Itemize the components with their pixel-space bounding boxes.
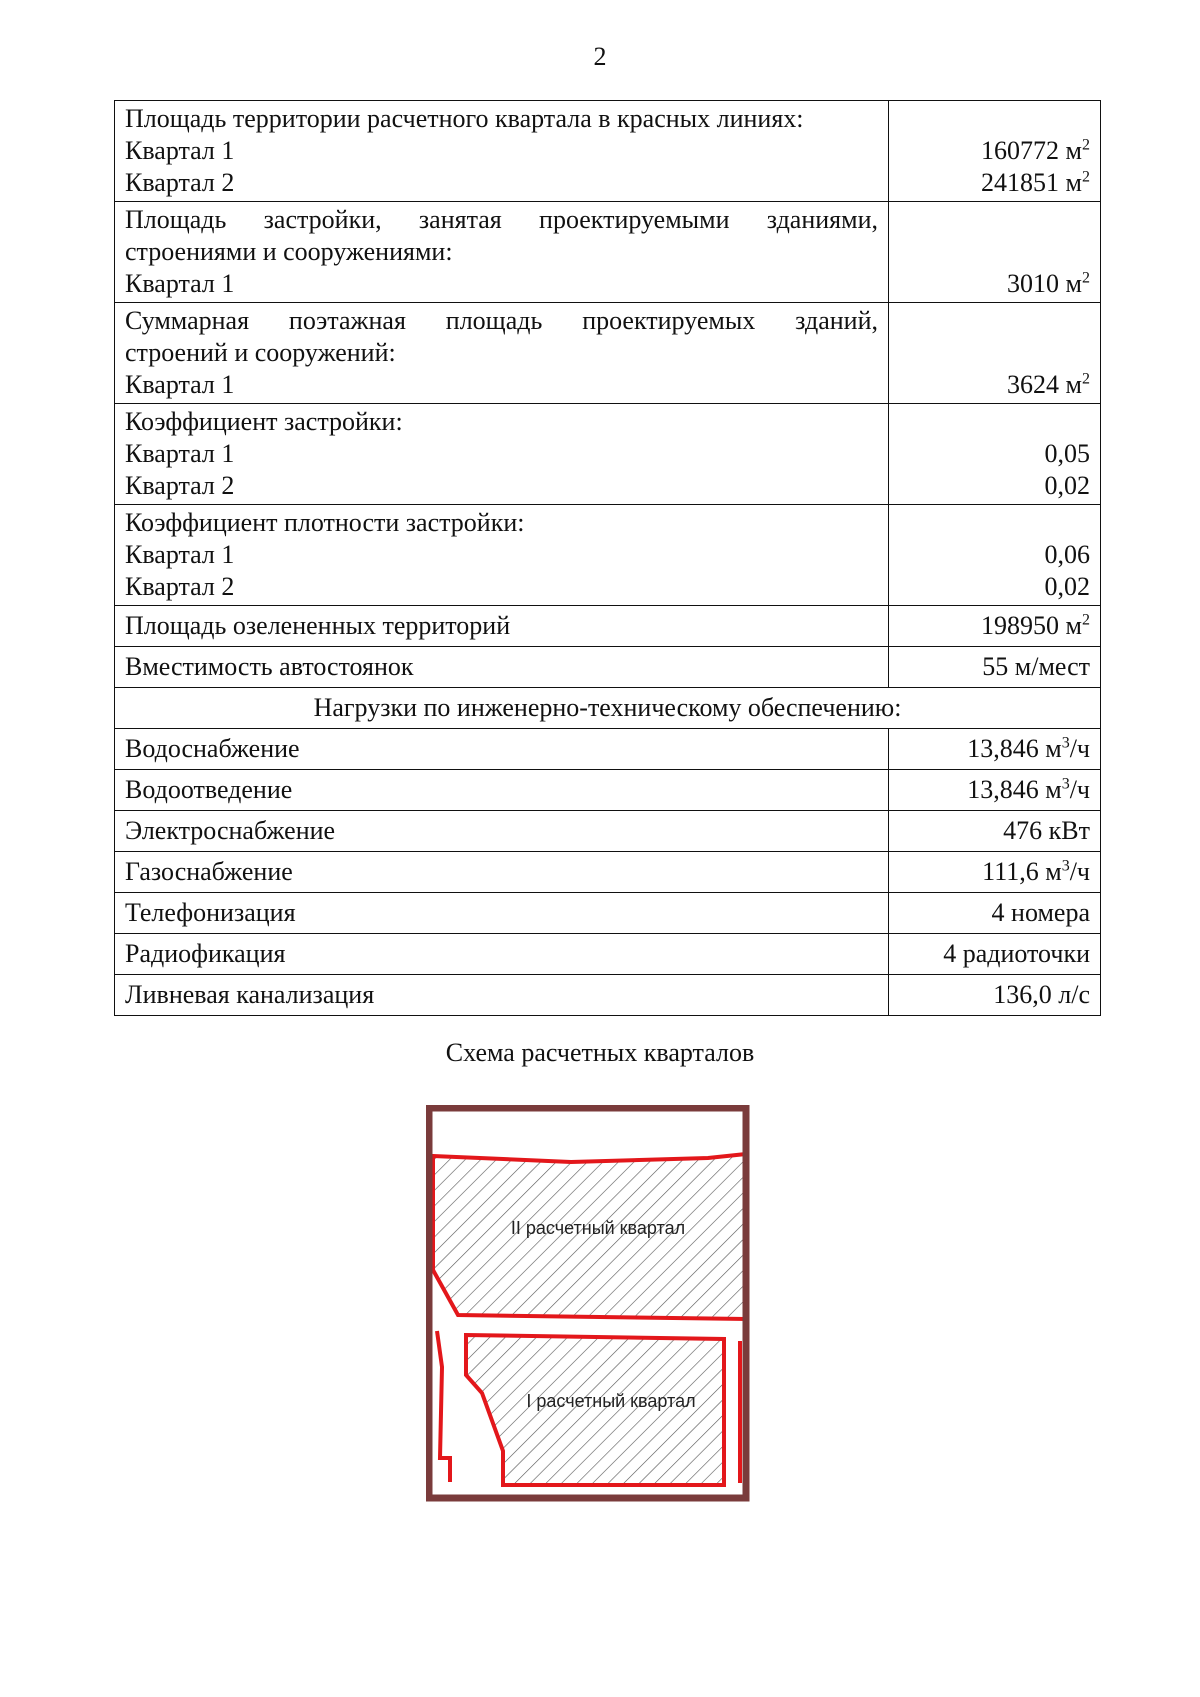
load-value-number: 13,846 м (967, 775, 1062, 804)
load-value (889, 811, 1101, 852)
scheme-title: Схема расчетных кварталов (445, 1038, 755, 1067)
row-label: Квартал 2 (125, 572, 235, 601)
section-title: Площадь застройки, занятая проектируемыми зданиями, (125, 205, 878, 234)
table-row (115, 505, 1101, 606)
loads-header: Нагрузки по инженерно-техническому обеспечению: (115, 688, 1101, 729)
row-label: Квартал 2 (125, 471, 235, 500)
table-row (115, 729, 1101, 770)
load-value-suffix: /ч (1069, 857, 1090, 886)
row-label: Квартал 1 (125, 540, 235, 569)
left-red-line (437, 1331, 450, 1482)
load-value (889, 852, 1101, 893)
load-value (889, 975, 1101, 1016)
table-row (115, 934, 1101, 975)
section-values (889, 101, 1101, 202)
row-label: Квартал 1 (125, 439, 235, 468)
section-values (889, 303, 1101, 404)
row-label: Квартал 1 (125, 136, 235, 165)
row-label: Квартал 1 (125, 370, 235, 399)
table-row (115, 852, 1101, 893)
row-value: 0,05 (1044, 439, 1090, 468)
table-row (115, 811, 1101, 852)
row-value: 3010 $м^2$ (1007, 269, 1090, 298)
table-row (115, 975, 1101, 1016)
quarters-scheme (426, 1105, 786, 1515)
load-value-sup: 3 (1061, 775, 1070, 793)
row-value: 241851 $м^2$ (981, 168, 1090, 197)
load-value-number: 476 кВт (1003, 816, 1090, 845)
row-value: 0,06 (1044, 540, 1090, 569)
section-building-coefficient (115, 404, 889, 505)
load-label: Электроснабжение (115, 811, 889, 852)
load-value-number: 13,846 м (967, 734, 1062, 763)
table-row (115, 101, 1101, 202)
row-value: 0,02 (1044, 572, 1090, 601)
section-title: Коэффициент застройки: (125, 407, 403, 436)
load-label: Телефонизация (115, 893, 889, 934)
section-values (889, 202, 1101, 303)
load-value-sup: 3 (1061, 857, 1070, 875)
load-value-suffix: /ч (1069, 775, 1090, 804)
quarter-1-label: I расчетный квартал (526, 1391, 696, 1411)
parking-label: Вместимость автостоянок (115, 647, 889, 688)
table-row (115, 647, 1101, 688)
section-territory-area (115, 101, 889, 202)
section-title-cont: строениями и сооружениями: (125, 237, 453, 266)
section-values (889, 404, 1101, 505)
load-value-suffix: /ч (1069, 734, 1090, 763)
load-label: Ливневая канализация (115, 975, 889, 1016)
table-row (115, 202, 1101, 303)
green-area-label: Площадь озелененных территорий (115, 606, 889, 647)
load-value-sup: 3 (1061, 734, 1070, 752)
table-row (115, 688, 1101, 729)
load-value-number: 136,0 л/с (993, 980, 1090, 1009)
load-value (889, 893, 1101, 934)
green-area-value: 198950 $м^2$ (889, 606, 1101, 647)
parameters-table (114, 100, 1101, 1016)
section-building-area (115, 202, 889, 303)
quarter-2-label: II расчетный квартал (510, 1218, 686, 1238)
table-row (115, 404, 1101, 505)
load-value (889, 770, 1101, 811)
load-value-number: 111,6 м (982, 857, 1062, 886)
page-number: 2 (593, 42, 607, 71)
table-row (115, 303, 1101, 404)
section-title: Суммарная поэтажная площадь проектируемых зданий, (125, 306, 878, 335)
load-label: Водоотведение (115, 770, 889, 811)
load-value (889, 729, 1101, 770)
table-row (115, 770, 1101, 811)
table-row (115, 606, 1101, 647)
load-value-number: 4 номера (991, 898, 1090, 927)
row-label: Квартал 2 (125, 168, 235, 197)
load-value (889, 934, 1101, 975)
section-density-coefficient (115, 505, 889, 606)
section-title-cont: строений и сооружений: (125, 338, 396, 367)
load-value-number: 4 радиоточки (943, 939, 1090, 968)
load-label: Газоснабжение (115, 852, 889, 893)
loads-body (115, 729, 1101, 1016)
parking-value: 55 м/мест (889, 647, 1101, 688)
row-label: Квартал 1 (125, 269, 235, 298)
quarters-scheme-svg (426, 1105, 786, 1515)
row-value: 160772 $м^2$ (981, 136, 1090, 165)
row-value: 3624 $м^2$ (1007, 370, 1090, 399)
load-label: Водоснабжение (115, 729, 889, 770)
row-value: 0,02 (1044, 471, 1090, 500)
section-title: Площадь территории расчетного квартала в красных линиях: (125, 104, 804, 133)
table-row (115, 893, 1101, 934)
section-values (889, 505, 1101, 606)
section-floor-area (115, 303, 889, 404)
section-title: Коэффициент плотности застройки: (125, 508, 525, 537)
load-label: Радиофикация (115, 934, 889, 975)
